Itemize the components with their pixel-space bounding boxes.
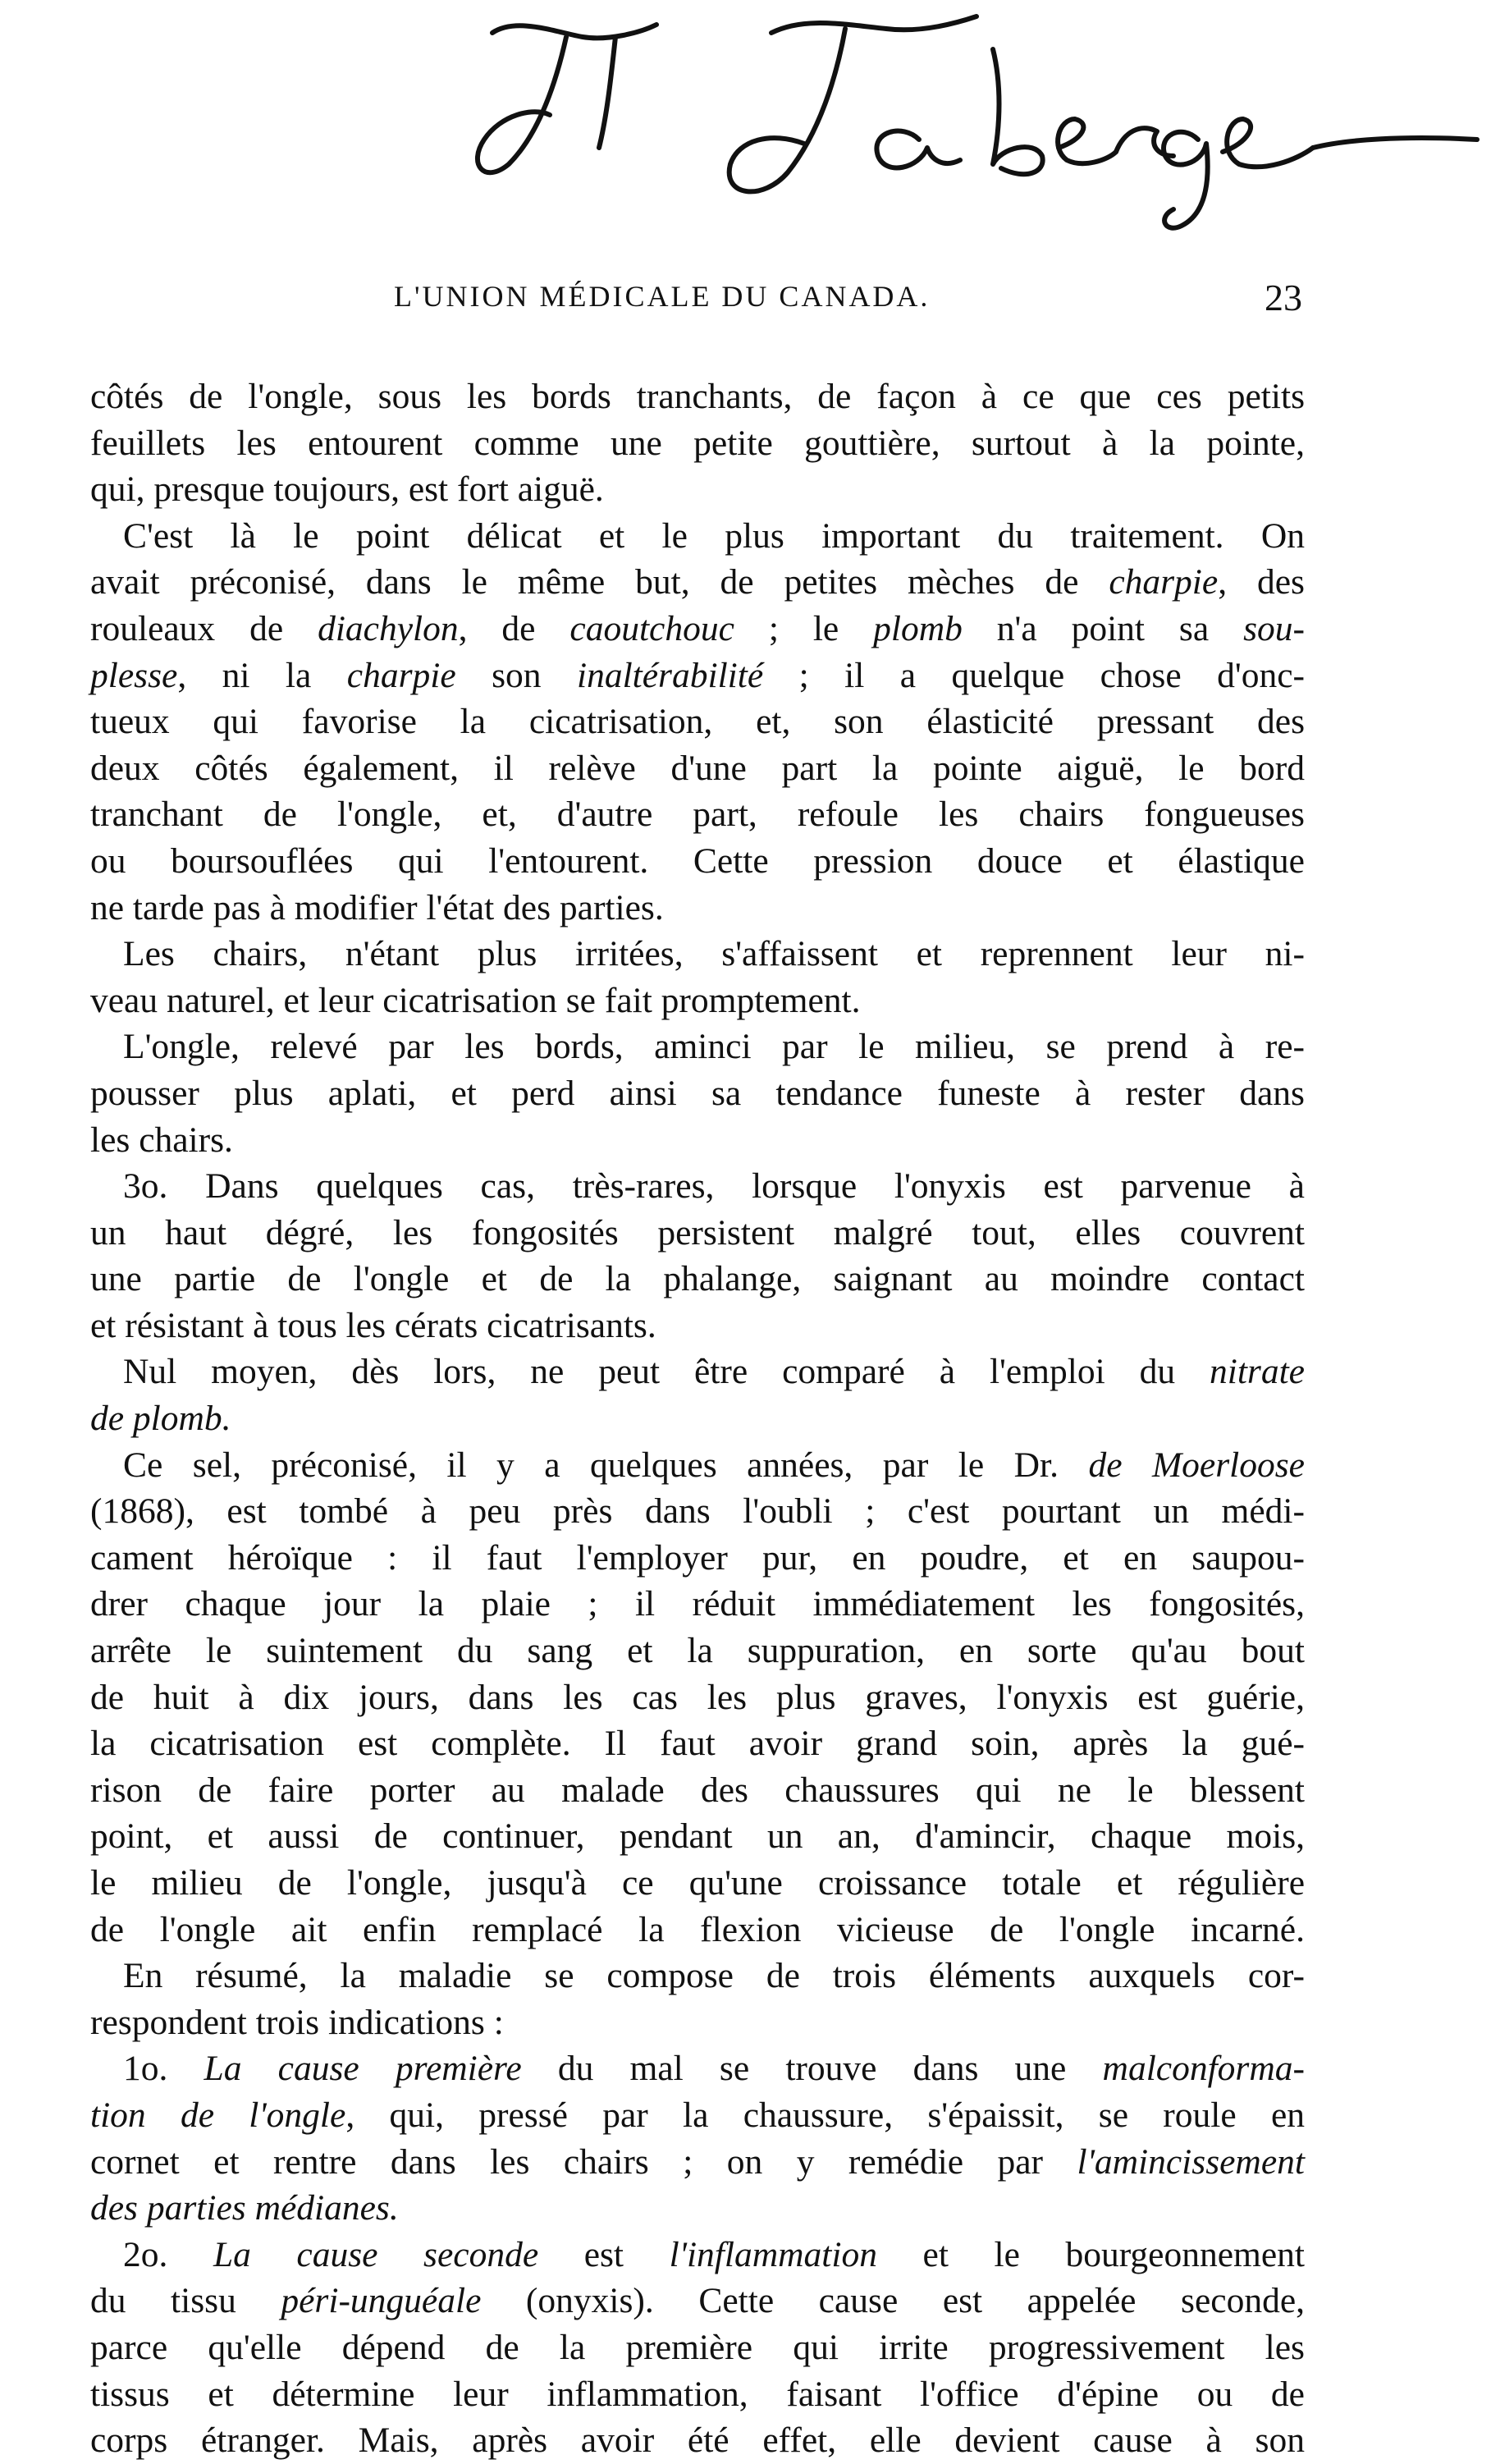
text-line: côtés de l'ongle, sous les bords tranchants, de façon à ce que ces petits (90, 377, 1305, 416)
italic-segment: de Moerloose (1088, 1445, 1305, 1485)
text-line: C'est là le point délicat et le plus important du traitement. On (123, 515, 1305, 556)
text-segment: rouleaux de (90, 608, 318, 648)
text-segment: , qui, pressé par la chaussure, s'épaissit, se roule en (345, 2095, 1305, 2135)
text-segment: n'a point sa (962, 608, 1244, 648)
italic-segment: l'inflammation (669, 2234, 877, 2274)
page-number: 23 (1265, 277, 1302, 318)
italic-segment: des parties médianes. (90, 2188, 399, 2228)
text-line: respondent trois indications : (90, 2002, 504, 2042)
text-line: un haut dégré, les fongosités persistent malgré tout, elles couvrent (90, 1212, 1305, 1253)
text-line (90, 2139, 1305, 2186)
text-segment: , des (1218, 562, 1305, 602)
text-line: rison de faire porter au malade des chaussures qui ne le blessent (90, 1770, 1305, 1810)
text-line (90, 1395, 1305, 1442)
text-line: feuillets les entourent comme une petite gouttière, surtout à la pointe, (90, 423, 1305, 463)
text-segment: (onyxis). Cette cause est appelée seconde, (481, 2281, 1306, 2321)
text-line: de huit à dix jours, dans les cas les plus graves, l'onyxis est guérie, (90, 1677, 1305, 1717)
text-segment: du tissu (90, 2281, 281, 2321)
italic-segment: charpie (1109, 562, 1219, 602)
italic-segment: sou- (1243, 608, 1305, 648)
text-line: la cicatrisation est complète. Il faut avoir grand soin, après la gué- (90, 1724, 1305, 1764)
text-line: les chairs. (90, 1120, 233, 1160)
page-header (0, 279, 1491, 328)
text-line: point, et aussi de continuer, pendant un an, d'amincir, chaque mois, (90, 1816, 1305, 1857)
text-segment: cornet et rentre dans les chairs ; on y remédie par (90, 2141, 1077, 2182)
italic-segment: nitrate (1210, 1352, 1305, 1392)
text-segment: Ce sel, préconisé, il y a quelques années, par le Dr. (123, 1445, 1089, 1485)
text-line (90, 2185, 1305, 2232)
text-line (90, 653, 1305, 699)
text-line: ou boursouflées qui l'entourent. Cette pression douce et élastique (90, 840, 1305, 881)
italic-segment: l'amincissement (1077, 2141, 1305, 2182)
text-line (90, 2045, 1305, 2092)
italic-segment: caoutchouc (569, 608, 734, 648)
text-line: ne tarde pas à modifier l'état des parties. (90, 887, 664, 927)
text-line: qui, presque toujours, est fort aiguë. (90, 469, 604, 510)
text-line: tissus et détermine leur inflammation, faisant l'office d'épine ou de (90, 2374, 1305, 2414)
text-line: (1868), est tombé à peu près dans l'oubli ; c'est pourtant un médi- (90, 1491, 1305, 1532)
text-line: L'ongle, relevé par les bords, aminci par le milieu, se prend à re- (123, 1027, 1305, 1067)
italic-segment: plesse (90, 655, 178, 695)
text-line: corps étranger. Mais, après avoir été effet, elle devient cause à son (90, 2420, 1305, 2461)
text-segment: et le bourgeonnement (876, 2234, 1305, 2274)
text-line (90, 1349, 1305, 1395)
text-line: de l'ongle ait enfin remplacé la flexion vicieuse de l'ongle incarné. (90, 1909, 1305, 1949)
text-line: Les chairs, n'étant plus irritées, s'affaissent et reprennent leur ni- (123, 934, 1305, 974)
text-segment: 1o. (123, 2049, 204, 2089)
italic-segment: charpie (346, 655, 456, 695)
body-text (90, 373, 1305, 2464)
text-line: parce qu'elle dépend de la première qui irrite progressivement les (90, 2327, 1305, 2367)
text-line: et résistant à tous les cérats cicatrisants. (90, 1305, 656, 1345)
handwritten-signature (460, 0, 1491, 238)
text-segment: du mal se trouve dans une (521, 2049, 1103, 2089)
text-line: cament héroïque : il faut l'employer pur, en poudre, et en saupou- (90, 1537, 1305, 1578)
text-line: 3o. Dans quelques cas, très-rares, lorsque l'onyxis est parvenue à (123, 1166, 1305, 1207)
italic-segment: tion de l'ongle (90, 2095, 346, 2135)
italic-segment: diachylon (318, 608, 459, 648)
text-line: drer chaque jour la plaie ; il réduit immédiatement les fongosités, (90, 1584, 1305, 1624)
text-segment: est (538, 2234, 670, 2274)
text-line: tueux qui favorise la cicatrisation, et, son élasticité pressant des (90, 702, 1305, 742)
text-line (90, 2092, 1305, 2139)
italic-segment: malconforma- (1102, 2049, 1306, 2089)
text-segment: Nul moyen, dès lors, ne peut être comparé à l'emploi du (123, 1352, 1210, 1392)
text-line: veau naturel, et leur cicatrisation se fait promptement. (90, 980, 861, 1020)
text-segment: , ni la (177, 655, 347, 695)
text-line: le milieu de l'ongle, jusqu'à ce qu'une croissance totale et régulière (90, 1863, 1305, 1903)
running-head: L'UNION MÉDICALE DU CANADA. (394, 280, 931, 313)
italic-segment: plomb (873, 608, 963, 648)
italic-segment: de plomb. (90, 1399, 231, 1439)
text-line: tranchant de l'ongle, et, d'autre part, refoule les chairs fongueuses (90, 795, 1305, 835)
text-line: une partie de l'ongle et de la phalange, saignant au moindre contact (90, 1259, 1305, 1299)
italic-segment: péri-unguéale (281, 2281, 482, 2321)
text-segment: 2o. (123, 2234, 213, 2274)
text-line (90, 2232, 1305, 2279)
text-line: En résumé, la maladie se compose de trois éléments auxquels cor- (123, 1956, 1305, 1996)
text-line (90, 606, 1305, 653)
text-line (90, 2278, 1305, 2324)
italic-segment: La cause seconde (213, 2234, 539, 2274)
italic-segment: inaltérabilité (576, 655, 764, 695)
text-line: arrête le suintement du sang et la suppuration, en sorte qu'au bout (90, 1631, 1305, 1671)
text-segment: ; le (734, 608, 874, 648)
text-segment: ; il a quelque chose d'onc- (763, 655, 1305, 695)
text-line (90, 1442, 1305, 1489)
text-segment: avait préconisé, dans le même but, de petites mèches de (90, 562, 1109, 602)
text-segment: , de (458, 608, 570, 648)
text-line (90, 559, 1305, 606)
text-line: deux côtés également, il relève d'une part la pointe aiguë, le bord (90, 748, 1305, 788)
text-line: pousser plus aplati, et perd ainsi sa tendance funeste à rester dans (90, 1073, 1305, 1113)
text-segment: son (455, 655, 577, 695)
italic-segment: La cause première (204, 2049, 522, 2089)
